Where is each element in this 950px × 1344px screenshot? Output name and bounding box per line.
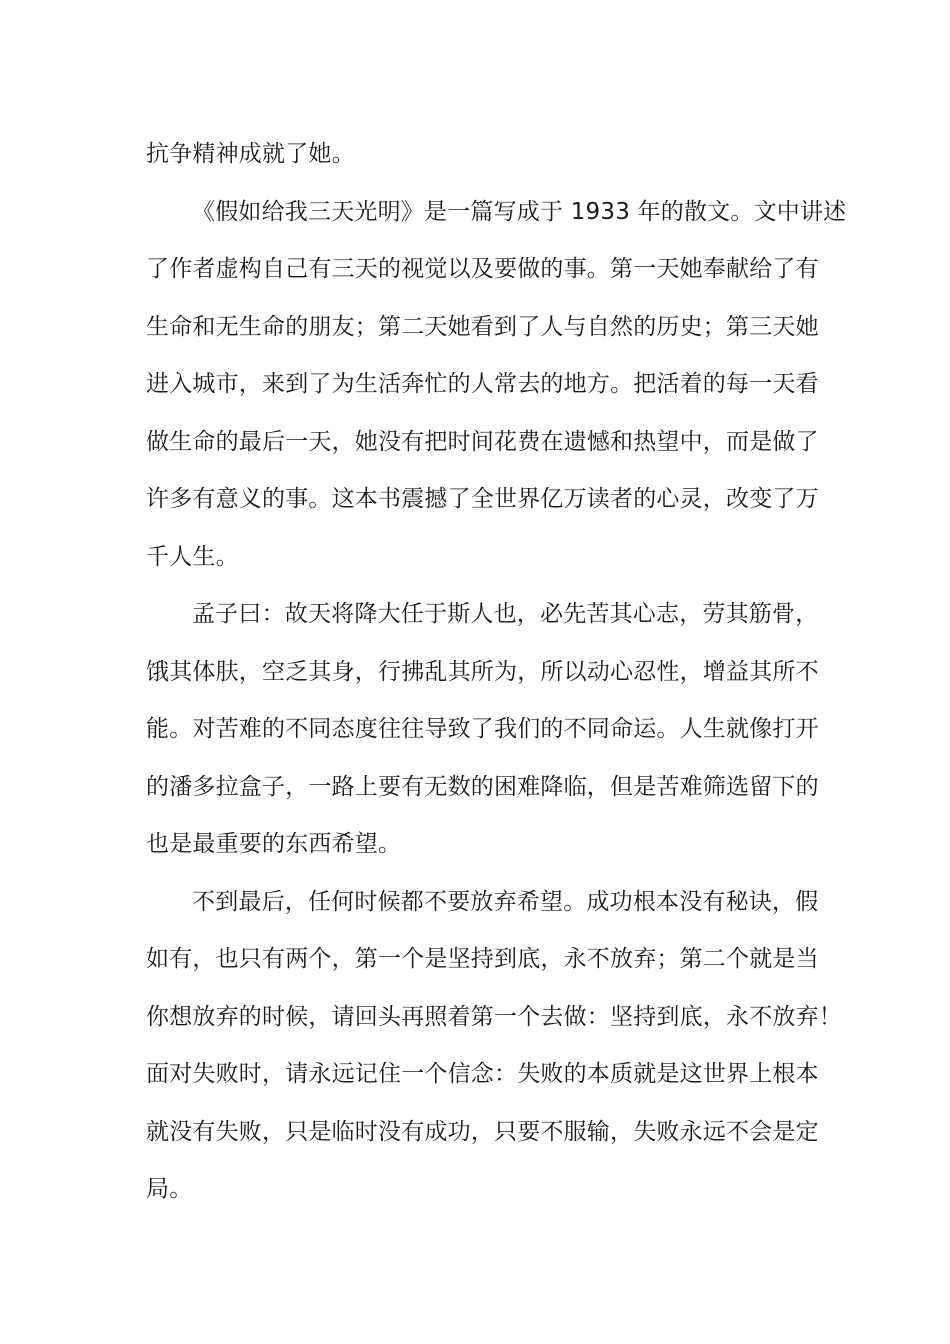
text-line: 能。对苦难的不同态度往往导致了我们的不同命运。人生就像打开 [146,716,819,742]
document-body [146,126,847,1219]
text-line: 如有，也只有两个，第一个是坚持到底，永不放弃；第二个就是当 [146,946,819,972]
text-line: 局。 [146,1176,193,1202]
text-line: 了作者虚构自己有三天的视觉以及要做的事。第一天她奉献给了有 [146,256,819,282]
text-line: 你想放弃的时候，请回头再照着第一个去做：坚持到底，永不放弃！ [146,1003,842,1030]
paragraph-4 [146,874,842,1219]
text-line: 的潘多拉盒子，一路上要有无数的困难降临，但是苦难筛选留下的 [146,773,819,800]
text-line: 面对失败时，请永远记住一个信念：失败的本质就是这世界上根本 [146,1061,819,1087]
text-line: 生命和无生命的朋友；第二天她看到了人与自然的历史；第三天她 [146,313,819,340]
text-line: 许多有意义的事。这本书震撼了全世界亿万读者的心灵，改变了万 [146,486,819,512]
text-line: 不到最后，任何时候都不要放弃希望。成功根本没有秘诀，假 [192,888,819,915]
text-line: 千人生。 [146,543,239,570]
text-line: 也是最重要的东西希望。 [146,831,402,857]
paragraph-3 [146,586,819,874]
text-line: 做生命的最后一天，她没有把时间花费在遗憾和热望中，而是做了 [146,428,819,455]
paragraph-1 [146,126,806,184]
text-line: 抗争精神成就了她。 [146,141,355,167]
text-line: 就没有失败，只是临时没有成功，只要不服输，失败永远不会是定 [146,1118,819,1145]
paragraph-2 [146,184,847,587]
text-line: 《假如给我三天光明》是一篇写成于 1933 年的散文。文中讲述 [192,198,847,225]
text-line: 饿其体肤，空乏其身，行拂乱其所为，所以动心忍性，增益其所不 [146,658,819,685]
text-line: 进入城市，来到了为生活奔忙的人常去的地方。把活着的每一天看 [146,371,819,397]
text-line: 孟子曰：故天将降大任于斯人也，必先苦其心志，劳其筋骨， [192,601,819,627]
